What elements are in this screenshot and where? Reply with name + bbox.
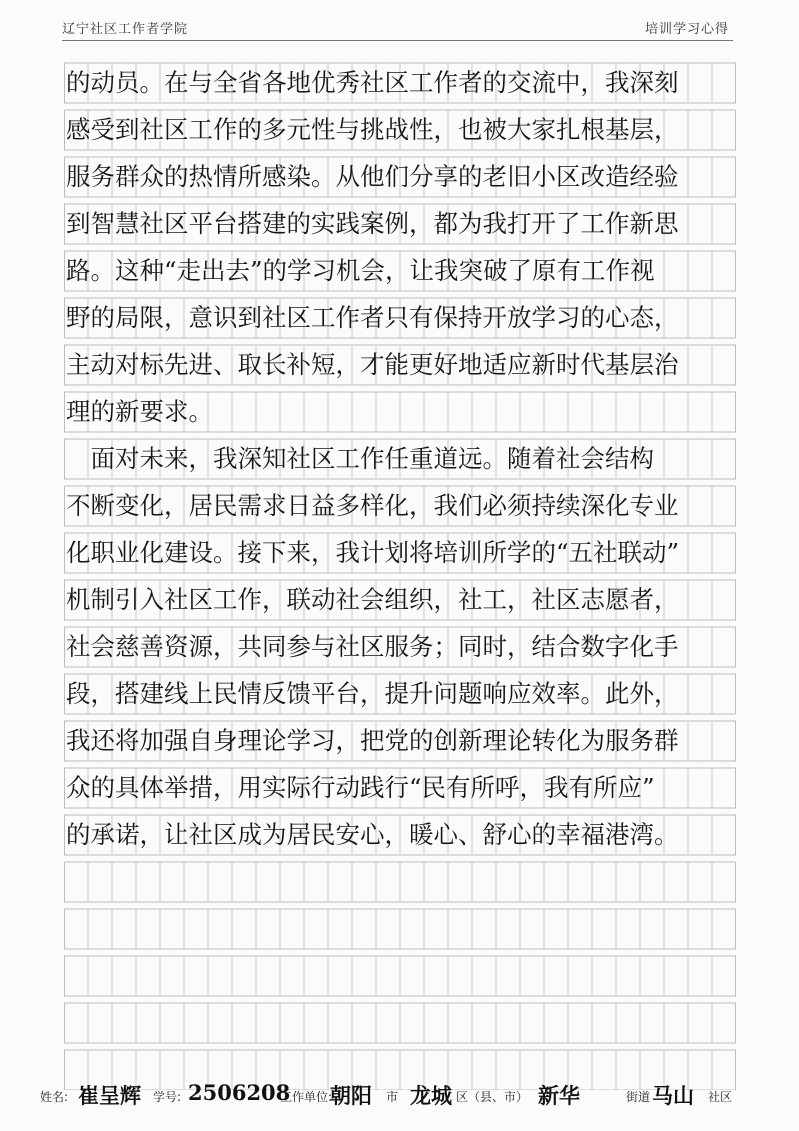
writing-grid [64,56,736,1090]
essay-line: 我还将加强自身理论学习，把党的创新理论转化为服务群 [66,726,679,755]
essay-line: 化职业化建设。接下来，我计划将培训所学的“五社联动” [66,538,680,567]
city-value: 朝阳 [330,1083,372,1108]
header-institution: 辽宁社区工作者学院 [62,22,189,37]
name-value: 崔呈辉 [78,1083,141,1108]
essay-line: 段，搭建线上民情反馈平台，提升问题响应效率。此外， [66,679,679,708]
city-label: 市 [386,1090,399,1104]
essay-line: 面对未来，我深知社区工作任重道远。随着社会结构 [66,444,654,473]
name-label: 姓名: [40,1090,69,1104]
community-label: 社区 [708,1090,733,1104]
signature-footer [40,1080,759,1110]
header-rule [62,40,733,41]
district-value: 龙城 [410,1083,452,1108]
header-doc-type: 培训学习心得 [644,22,729,37]
essay-line: 的承诺，让社区成为居民安心，暖心、舒心的幸福港湾。 [66,820,679,849]
essay-line: 不断变化，居民需求日益多样化，我们必须持续深化专业 [66,491,679,520]
district-label: 区（县、市） [456,1090,529,1104]
street-label: 街道 [626,1090,651,1104]
essay-line: 机制引入社区工作，联动社会组织，社工，社区志愿者， [66,585,679,614]
essay-line: 理的新要求。 [66,397,213,426]
essay-line: 的动员。在与全省各地优秀社区工作者的交流中，我深刻 [66,68,679,97]
student-id-value: 2506208 [188,1080,291,1105]
student-id-label: 学号: [153,1090,182,1104]
street-value: 新华 [538,1083,580,1108]
essay-line: 社会慈善资源，共同参与社区服务；同时，结合数字化手 [66,632,679,661]
essay-line: 众的具体举措，用实际行动践行“民有所呼，我有所应” [66,773,655,802]
essay-line: 路。这种“走出去”的学习机会，让我突破了原有工作视 [66,256,655,285]
community-value: 马山 [652,1083,694,1108]
essay-line: 野的局限，意识到社区工作者只有保持开放学习的心态， [66,303,679,332]
essay-line: 到智慧社区平台搭建的实践案例，都为我打开了工作新思 [66,209,679,238]
essay-line: 感受到社区工作的多元性与挑战性，也被大家扎根基层， [66,115,679,144]
work-unit-label: 工作单位: [280,1090,333,1104]
essay-line: 服务群众的热情所感染。从他们分享的老旧小区改造经验 [66,162,679,191]
essay-line: 主动对标先进、取长补短，才能更好地适应新时代基层治 [66,350,679,379]
